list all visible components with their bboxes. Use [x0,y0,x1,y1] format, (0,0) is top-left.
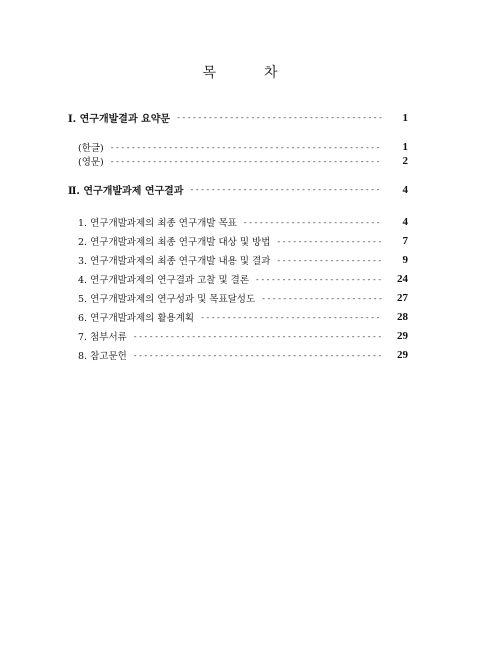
toc-entry-page: 7 [402,235,408,247]
leader-dots [276,256,382,265]
leader-dots [261,294,382,303]
toc-entry-label: 7. 첨부서류 [78,332,127,343]
toc-entry-summary[interactable] [68,110,408,125]
toc-entry-page: 1 [402,111,408,124]
leader-dots [133,351,382,360]
toc-entry-label: 4. 연구개발과제의 연구결과 고찰 및 결론 [78,275,249,286]
leader-dots [133,332,382,341]
leader-dots [200,313,382,322]
toc-entry-page: 27 [397,292,408,304]
toc-entry-page: 28 [397,311,408,323]
toc-entry-label: 3. 연구개발과제의 최종 연구개발 내용 및 결과 [78,256,271,267]
toc-title-right: 차 [264,65,278,81]
leader-dots [276,237,382,246]
toc-entry-page: 2 [402,155,408,167]
toc-entry-8[interactable] [78,348,408,362]
toc-entry-3[interactable] [78,253,408,267]
toc-entry-label: 8. 참고문헌 [78,351,127,362]
toc-entry-label: 1. 연구개발과제의 최종 연구개발 목표 [78,218,237,229]
toc-entry-1[interactable] [78,215,408,229]
toc-entry-korean[interactable] [78,140,408,154]
toc-title-left: 목 [202,65,216,81]
leader-dots [110,157,382,166]
leader-dots [243,218,382,227]
toc-entry-page: 4 [402,216,408,228]
toc-entry-page: 29 [397,330,408,342]
toc-entry-6[interactable] [78,310,408,324]
toc-entry-results[interactable] [68,182,408,197]
toc-title [0,62,480,82]
toc-entry-label: Ⅰ. 연구개발결과 요약문 [68,114,171,125]
toc-entry-7[interactable] [78,329,408,343]
toc-entry-label: Ⅱ. 연구개발과제 연구결과 [68,186,184,197]
leader-dots [176,113,382,122]
toc-entry-4[interactable] [78,272,408,286]
toc-entry-label: (영문) [78,157,104,168]
leader-dots [189,185,382,194]
toc-entry-label: 5. 연구개발과제의 연구성과 및 목표달성도 [78,294,256,305]
toc-entry-label: 6. 연구개발과제의 활용계획 [78,313,195,324]
toc-entry-5[interactable] [78,291,408,305]
toc-entry-english[interactable] [78,154,408,168]
toc-entry-page: 24 [397,273,408,285]
toc-entry-page: 1 [402,141,408,153]
leader-dots [255,275,382,284]
toc-entry-page: 29 [397,349,408,361]
toc-entry-page: 4 [402,183,408,196]
toc-entry-label: (한글) [78,143,104,154]
toc-entry-page: 9 [402,254,408,266]
toc-entry-label: 2. 연구개발과제의 최종 연구개발 대상 및 방법 [78,237,271,248]
toc-entry-2[interactable] [78,234,408,248]
leader-dots [110,143,382,152]
